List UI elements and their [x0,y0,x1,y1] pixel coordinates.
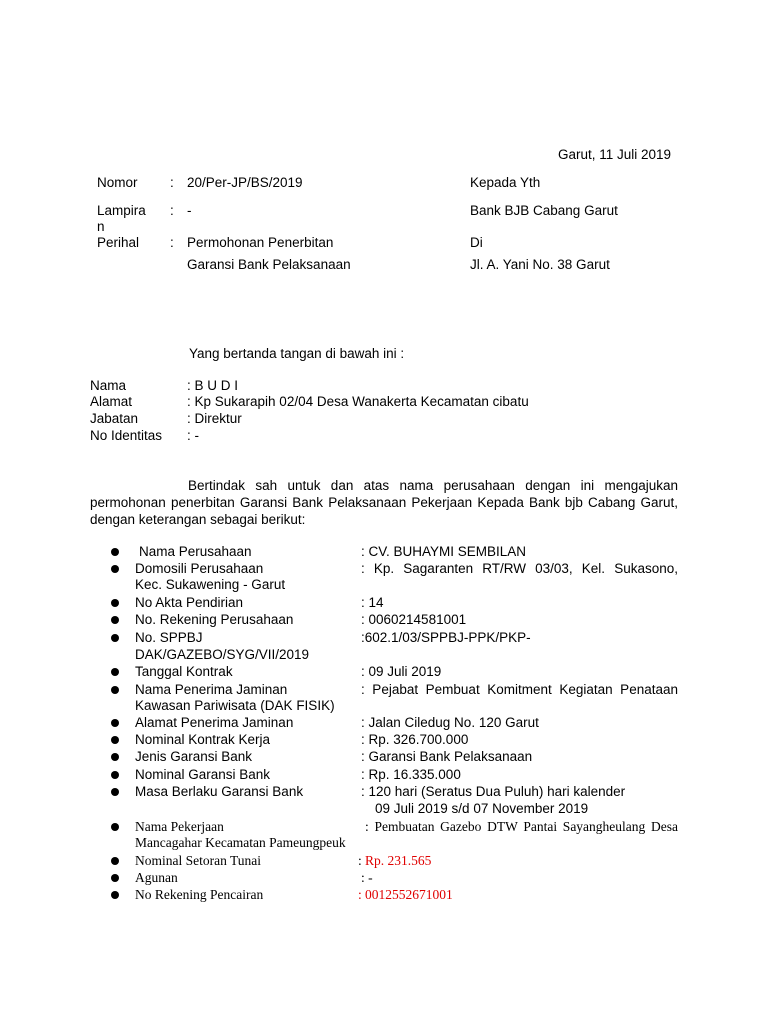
bullet-icon [111,634,119,642]
detail-value-setoran: Rp. 231.565 [365,853,432,868]
detail-value-alamat-penerima: : Jalan Ciledug No. 120 Garut [361,715,539,730]
detail-label-pekerjaan: Nama Pekerjaan [135,819,224,834]
detail-value-domisili: : Kp. Sagaranten RT/RW 03/03, Kel. Sukasono, [361,561,678,576]
detail-value-masa: : 120 hari (Seratus Dua Puluh) hari kalender [361,784,626,799]
identity-label-nama: Nama [90,378,127,393]
identity-label-jabatan: Jabatan [90,411,139,426]
detail-value-domisili-cont: Kec. Sukawening - Garut [135,577,286,592]
bullet-icon [111,771,119,779]
lampiran-label: Lampira [97,203,146,218]
bullet-icon [111,548,119,556]
detail-label-agunan: Agunan [135,870,178,885]
detail-label-tanggal: Tanggal Kontrak [135,664,233,679]
bullet-icon [111,891,119,899]
detail-label-nominal-garansi: Nominal Garansi Bank [135,767,271,782]
bullet-icon [111,719,119,727]
detail-value-nama-perusahaan: : CV. BUHAYMI SEMBILAN [361,544,527,559]
lampiran-colon: : [170,203,174,218]
identity-value-nama: : B U D I [187,378,239,393]
detail-value-pencairan: 0012552671001 [365,887,453,902]
lampiran-label-wrap: n [97,219,105,234]
bullet-icon [111,616,119,624]
recipient-line-1: Kepada Yth [470,175,541,190]
detail-value-penerima-cont: Kawasan Pariwisata (DAK FISIK) [135,698,335,713]
recipient-line-4: Jl. A. Yani No. 38 Garut [470,257,610,272]
detail-value-pekerjaan: : Pembuatan Gazebo DTW Pantai Sayangheulang Desa [365,819,678,834]
letter-date: Garut, 11 Juli 2019 [558,147,672,162]
detail-label-jenis: Jenis Garansi Bank [135,749,253,764]
bullet-icon [111,686,119,694]
body-paragraph: Bertindak sah untuk dan atas nama perusahaan dengan ini mengajukan permohonan penerbitan Garansi Bank Pelaksanaan Pekerjaan Kepada Bank bjb Cabang Garut, dengan keterangan sebagai berikut: [90,478,678,527]
detail-colon-pencairan: : [358,887,362,902]
detail-value-nominal-garansi: : Rp. 16.335.000 [361,767,461,782]
intro-text: Yang bertanda tangan di bawah ini : [189,346,405,361]
perihal-label: Perihal [97,235,140,250]
detail-value-penerima: : Pejabat Pembuat Komitment Kegiatan Penataan [361,682,678,697]
perihal-value-cont: Garansi Bank Pelaksanaan [187,257,351,272]
bullet-icon [111,736,119,744]
detail-label-penerima: Nama Penerima Jaminan [135,682,288,697]
detail-label-masa: Masa Berlaku Garansi Bank [135,784,304,799]
bullet-icon [111,823,119,831]
bullet-icon [111,668,119,676]
detail-value-jenis: : Garansi Bank Pelaksanaan [361,749,533,764]
detail-label-setoran: Nominal Setoran Tunai [135,853,262,868]
identity-label-no-identitas: No Identitas [90,428,163,443]
detail-label-akta: No Akta Pendirian [135,595,244,610]
recipient-line-2: Bank BJB Cabang Garut [470,203,618,218]
detail-value-tanggal: : 09 Juli 2019 [361,664,442,679]
nomor-label: Nomor [97,175,138,190]
bullet-icon [111,874,119,882]
perihal-colon: : [170,235,174,250]
nomor-colon: : [170,175,174,190]
detail-value-rekening: : 0060214581001 [361,612,467,627]
perihal-value: Permohonan Penerbitan [187,235,334,250]
bullet-icon [111,788,119,796]
identity-value-alamat: : Kp Sukarapih 02/04 Desa Wanakerta Kecamatan cibatu [187,394,529,409]
identity-label-alamat: Alamat [90,394,133,409]
detail-value-masa-cont: 09 Juli 2019 s/d 07 November 2019 [375,801,589,816]
bullet-icon [111,857,119,865]
detail-label-alamat-penerima: Alamat Penerima Jaminan [135,715,294,730]
detail-value-pekerjaan-cont: Mancagahar Kecamatan Pameungpeuk [135,835,346,850]
bullet-icon [111,753,119,761]
lampiran-value: - [187,203,192,218]
detail-label-pencairan: No Rekening Pencairan [135,887,264,902]
identity-value-no-identitas: : - [187,428,199,443]
identity-value-jabatan: : Direktur [187,411,242,426]
detail-colon-setoran: : [358,853,362,868]
detail-value-sppbj-cont: DAK/GAZEBO/SYG/VII/2019 [135,647,310,662]
detail-label-nominal-kontrak: Nominal Kontrak Kerja [135,732,271,747]
detail-label-sppbj: No. SPPBJ [135,630,203,645]
detail-value-sppbj: :602.1/03/SPPBJ-PPK/PKP- [361,630,531,645]
detail-value-agunan: : - [361,870,373,885]
bullet-icon [111,599,119,607]
detail-value-nominal-kontrak: : Rp. 326.700.000 [361,732,469,747]
bullet-icon [111,565,119,573]
nomor-value: 20/Per-JP/BS/2019 [187,175,303,190]
detail-label-domisili: Domosili Perusahaan [135,561,264,576]
detail-label-rekening: No. Rekening Perusahaan [135,612,294,627]
detail-value-akta: : 14 [361,595,384,610]
recipient-line-3: Di [470,235,483,250]
detail-label-nama-perusahaan: Nama Perusahaan [139,544,252,559]
